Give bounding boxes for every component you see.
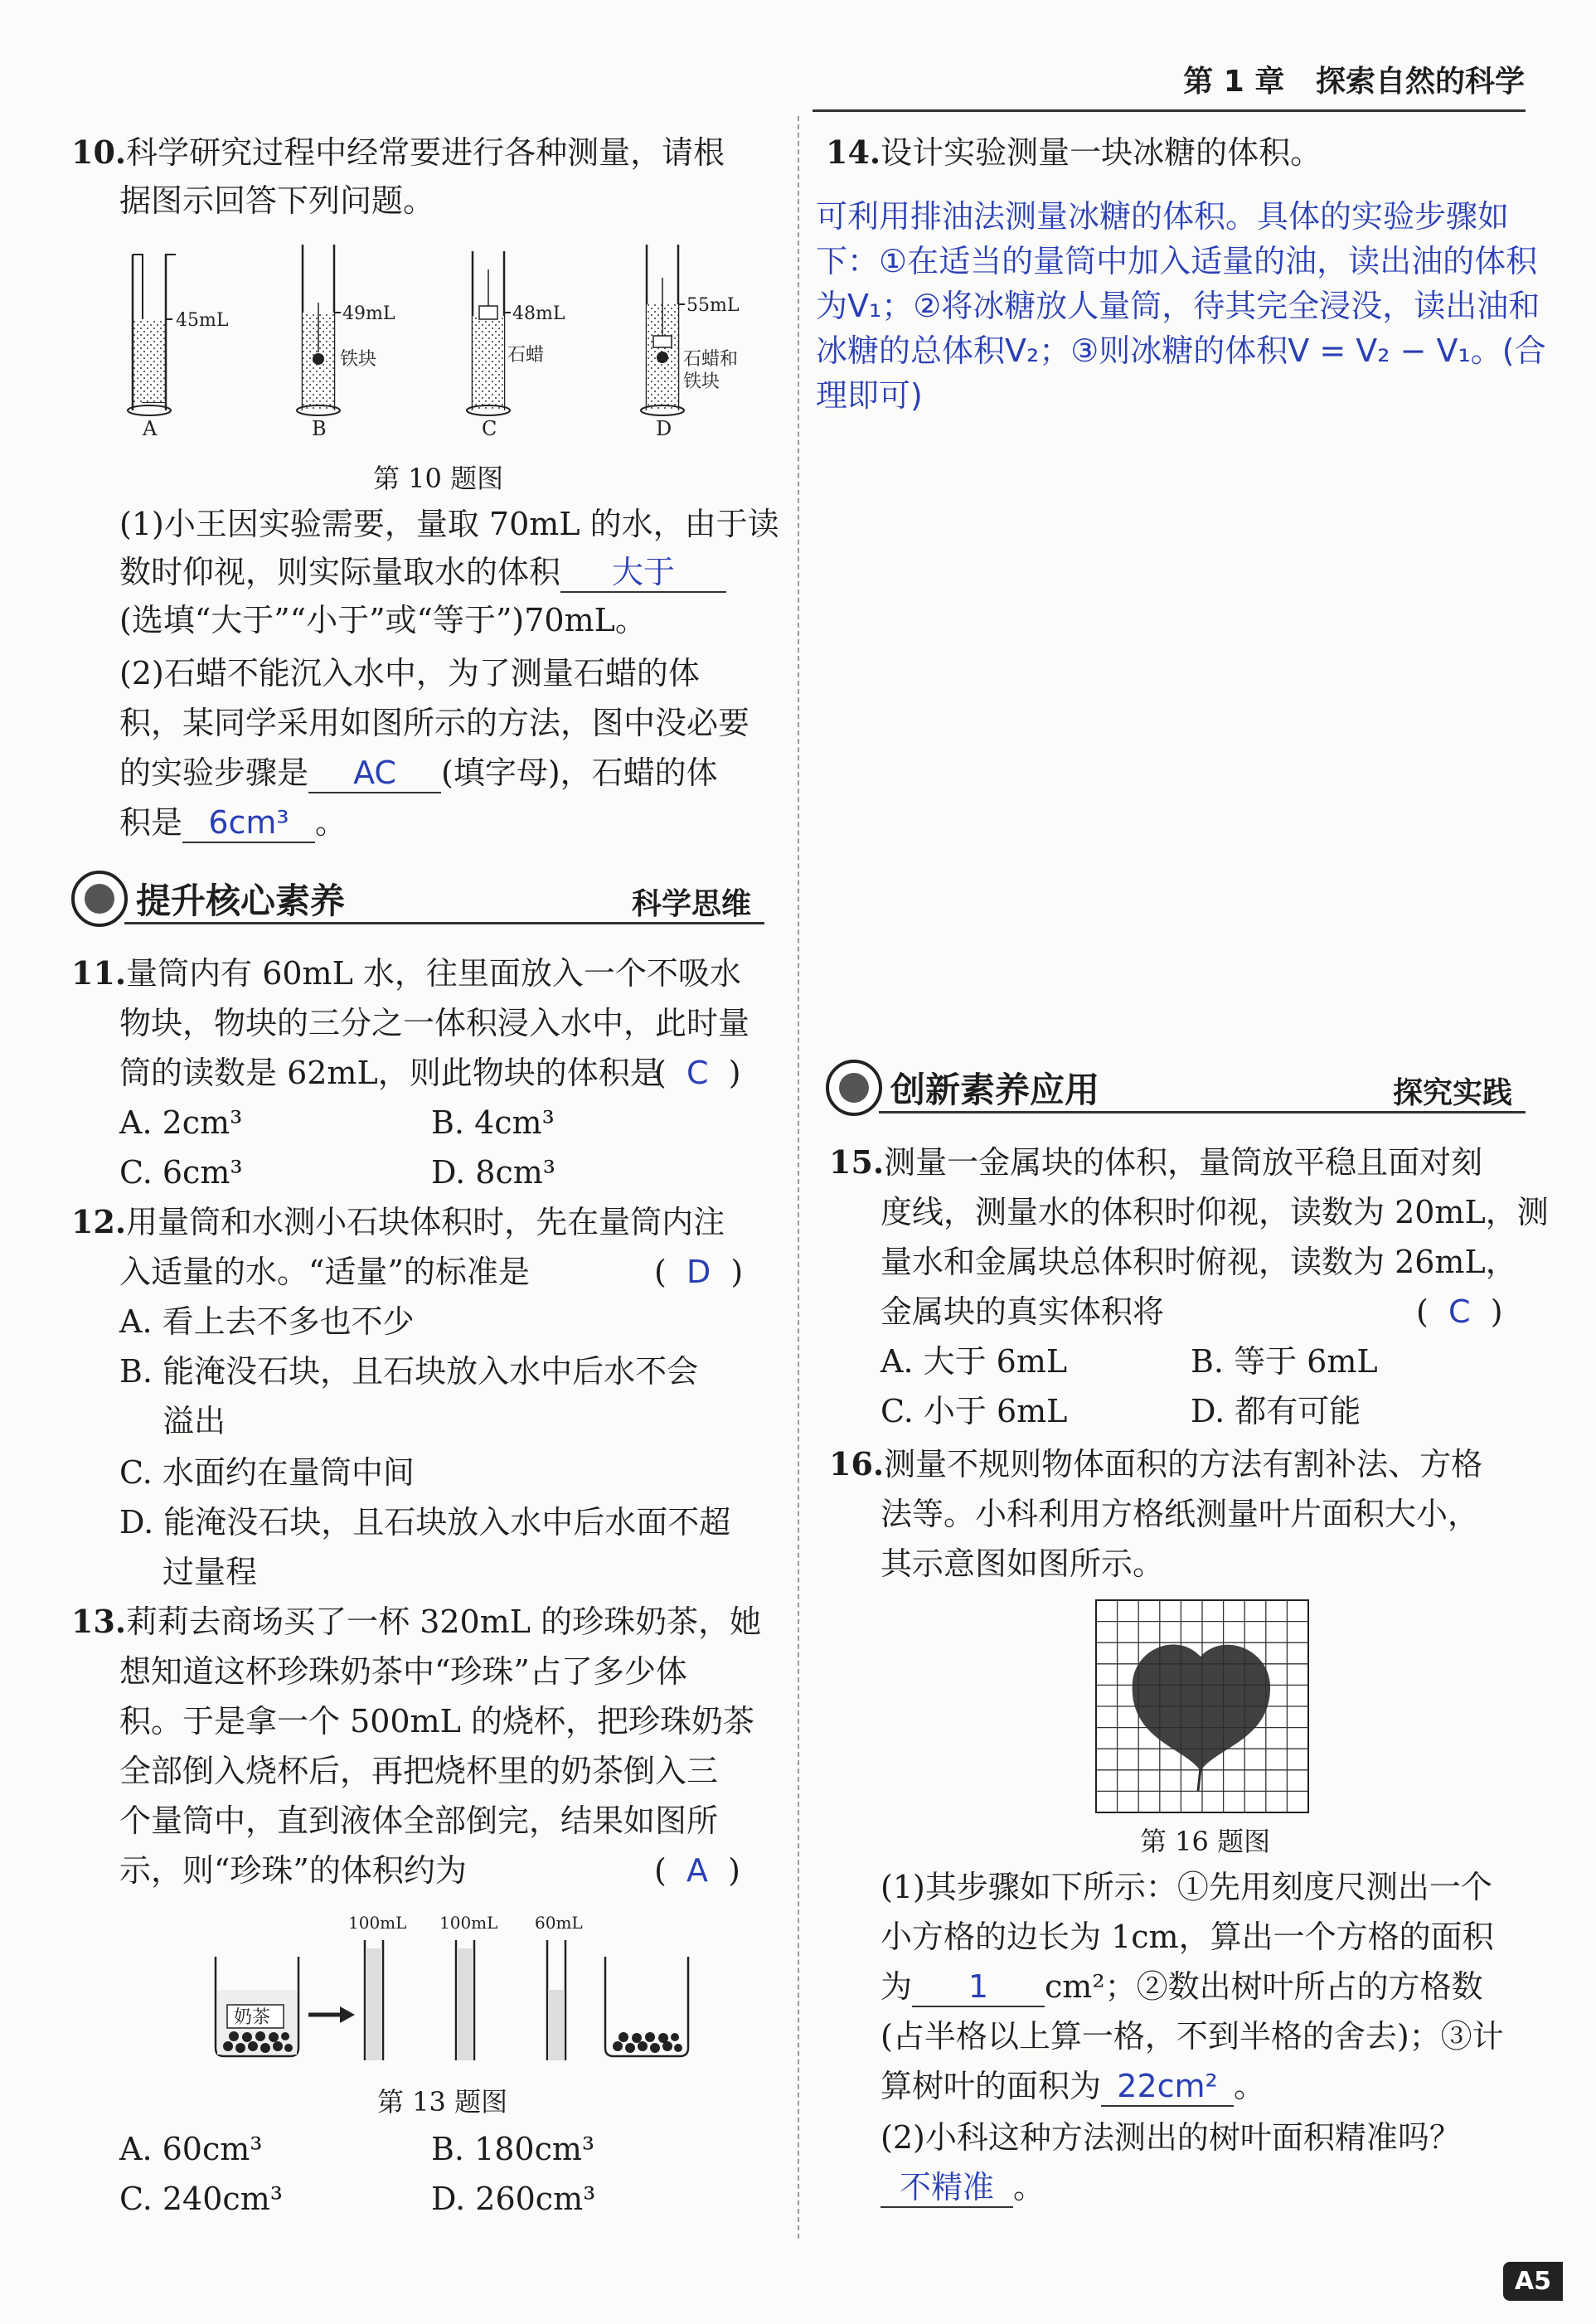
q16-p1-answer-leaf-area: 22cm² [1101,2067,1234,2107]
q16-p2-line-2: 不精准 。 [880,2166,1045,2209]
cylinder-a-letter: A [143,417,158,440]
cylinder-2 [439,1913,497,2060]
section-2-icon [826,1060,882,1116]
q15-line-2: 度线，测量水的体积时仰视，读数为 20mL，测 [880,1194,1549,1230]
q13-option-a: A. 60cm³ [119,2131,263,2167]
q11-answer: C [686,1055,709,1091]
q12-line-1: 12.用量筒和水测小石块体积时，先在量筒内注 [71,1203,725,1240]
q11-option-b: B. 4cm³ [431,1104,555,1141]
q15-number: 15. [829,1143,885,1181]
q15-option-b: B. 等于 6mL [1191,1343,1378,1380]
q12-option-c: C. 水面约在量筒中间 [119,1454,415,1491]
beaker-with-tea [216,1957,298,2056]
q16-line-2: 法等。小科利用方格纸测量叶片面积大小， [880,1496,1480,1532]
cylinder-1 [348,1913,406,2060]
q16-p1-line-1: (1)其步骤如下所示：①先用刻度尺测出一个 [880,1869,1492,1905]
q12-option-a: A. 看上去不多也不少 [119,1303,415,1340]
cylinder-a [128,255,229,440]
header-rule [813,109,1526,112]
q13-line-4: 全部倒入烧杯后，再把烧杯里的奶茶倒入三 [119,1753,719,1789]
q13-figure-caption: 第 13 题图 [377,2086,508,2118]
q13-answer: A [686,1852,708,1889]
q10-p1-line-3: (选填“大于”“小于”或“等于”)70mL。 [119,602,647,638]
q16-figure-leaf-grid [1094,1599,1310,1814]
cylinder-c-reading: 48mL [512,303,565,324]
q16-line-3: 其示意图如图所示。 [880,1545,1165,1582]
q16-line-1: 16.测量不规则物体面积的方法有割补法、方格 [829,1445,1483,1482]
cylinder-2-label: 100mL [439,1913,498,1933]
q11-line-1: 11.量筒内有 60mL 水，往里面放入一个不吸水 [71,954,741,992]
q11-option-a: A. 2cm³ [119,1104,243,1141]
q10-line-2: 据图示回答下列问题。 [119,182,435,219]
q15-option-c: C. 小于 6mL [880,1393,1068,1429]
cylinder-3 [535,1913,583,2060]
section-2-title: 创新素养应用 [890,1070,1100,1110]
q10-figure-caption: 第 10 题图 [373,463,504,494]
cylinder-b [297,245,395,440]
cylinder-1-label: 100mL [348,1913,407,1933]
chapter-number: 第 1 章 [1183,65,1285,99]
q13-option-c: C. 240cm³ [119,2181,283,2217]
q13-number: 13. [71,1603,127,1640]
cylinder-3-label: 60mL [535,1913,583,1933]
column-divider [798,116,799,2239]
q10-p2-line-2: 积，某同学采用如图所示的方法，图中没必要 [119,705,750,741]
cylinder-d-letter: D [656,417,672,440]
q10-p2-answer-volume: 6cm³ [182,803,315,843]
q14-number: 14. [826,133,881,171]
q11-number: 11. [71,954,127,992]
q14-answer-line-5: 理即可) [816,377,923,414]
q14-answer-line-1: 可利用排油法测量冰糖的体积。具体的实验步骤如 [816,198,1510,235]
q10-number: 10. [71,133,127,171]
q11-line-3: 筒的读数是 62mL，则此物块的体积是 ( C ) [119,1055,741,1091]
q16-p1-line-5: 算树叶的面积为 22cm² 。 [880,2064,1265,2108]
cylinder-c [467,251,565,440]
q15-answer: C [1448,1293,1471,1330]
q14-answer-line-3: 为V₁；②将冰糖放人量筒，待其完全浸没，读出油和 [816,288,1540,324]
section-1-icon [71,871,128,927]
q10-p1-line-2: 数时仰视，则实际量取水的体积 大于 [119,551,726,594]
chapter-header [1183,58,1525,100]
cylinder-b-note: 铁块 [340,349,377,370]
q14-answer-line-2: 下：①在适当的量筒中加入适量的油，读出油的体积 [816,243,1538,279]
q11-option-c: C. 6cm³ [119,1154,243,1191]
q12-number: 12. [71,1203,127,1240]
q10-line-1: 10.科学研究过程中经常要进行各种测量，请根 [71,133,725,171]
cylinder-c-note: 石蜡 [507,345,545,366]
q14-line-1: 14.设计实验测量一块冰糖的体积。 [826,133,1322,171]
section-1-rule [124,922,764,924]
q16-p1-answer-area: 1 [912,1967,1045,2007]
q12-option-b-2: 溢出 [163,1403,226,1439]
page-number: A5 [1503,2262,1563,2301]
q16-p2-line-1: (2)小科这种方法测出的树叶面积精准吗？ [880,2119,1461,2156]
q13-figure [199,1907,730,2073]
section-1-title: 提升核心素养 [136,881,346,921]
section-2-rule [879,1111,1526,1113]
q11-line-2: 物块，物块的三分之一体积浸入水中，此时量 [119,1005,750,1041]
q12-option-d-1: D. 能淹没石块，且石块放入水中后水面不超 [119,1504,731,1540]
q13-option-b: B. 180cm³ [431,2131,595,2167]
q15-line-3: 量水和金属块总体积时俯视，读数为 26mL， [880,1244,1517,1280]
section-2-tag: 探究实践 [1393,1076,1513,1110]
q16-figure-caption: 第 16 题图 [1140,1826,1271,1857]
cylinder-b-letter: B [312,417,327,440]
cylinder-d-note2: 铁块 [683,371,720,392]
cylinder-a-reading: 45mL [176,310,229,331]
q12-line-2: 入适量的水。“适量”的标准是 ( D ) [119,1254,744,1290]
q13-line-3: 积。于是拿一个 500mL 的烧杯，把珍珠奶茶 [119,1703,754,1739]
cylinder-b-reading: 49mL [342,303,395,324]
q13-line-2: 想知道这杯珍珠奶茶中“珍珠”占了多少体 [119,1653,687,1690]
q12-answer: D [686,1254,711,1290]
q13-line-1: 13.莉莉去商场买了一杯 320mL 的珍珠奶茶，她 [71,1603,762,1640]
beaker-label: 奶茶 [234,2007,271,2028]
q16-p2-answer: 不精准 [880,2168,1013,2208]
q10-p2-line-3: 的实验步骤是 AC (填字母)，石蜡的体 [119,751,718,794]
q16-p1-line-3: 为 1 cm²；②数出树叶所占的方格数 [880,1965,1483,2008]
cylinder-d [641,245,740,440]
q16-p1-line-4: (占半格以上算一格，不到半格的舍去)；③计 [880,2018,1504,2055]
q15-line-1: 15.测量一金属块的体积，量筒放平稳且面对刻 [829,1143,1483,1181]
q14-answer-line-4: 冰糖的总体积V₂；③则冰糖的体积V = V₂ − V₁。(合 [816,332,1546,369]
q15-option-d: D. 都有可能 [1191,1393,1361,1429]
q10-p2-line-4: 积是 6cm³ 。 [119,801,347,844]
q10-figure-cylinders [116,236,779,485]
q15-line-4: 金属块的真实体积将 ( C ) [880,1293,1503,1330]
q16-number: 16. [829,1445,885,1482]
section-1-tag: 科学思维 [632,887,752,921]
cylinder-c-letter: C [482,417,497,440]
q12-option-b-1: B. 能淹没石块，且石块放入水中后水不会 [119,1353,699,1390]
q13-line-6: 示，则“珍珠”的体积约为 ( A ) [119,1852,740,1889]
q13-option-d: D. 260cm³ [431,2181,596,2217]
q10-p1-answer: 大于 [560,553,726,593]
cylinder-d-reading: 55mL [686,295,740,316]
arrow-icon [308,2006,355,2023]
chapter-title: 探索自然的科学 [1315,65,1525,99]
q12-option-d-2: 过量程 [163,1554,258,1590]
q10-p1-line-1: (1)小王因实验需要，量取 70mL 的水，由于读 [119,506,779,542]
q15-option-a: A. 大于 6mL [880,1343,1068,1380]
q13-line-5: 个量筒中，直到液体全部倒完，结果如图所 [119,1802,719,1839]
q10-p2-line-1: (2)石蜡不能沉入水中，为了测量石蜡的体 [119,655,700,691]
q10-p2-answer-steps: AC [308,754,441,793]
q11-option-d: D. 8cm³ [431,1154,555,1191]
beaker-with-pearls [605,1957,688,2056]
cylinder-d-note: 石蜡和 [683,349,739,370]
q16-p1-line-2: 小方格的边长为 1cm，算出一个方格的面积 [880,1919,1494,1955]
